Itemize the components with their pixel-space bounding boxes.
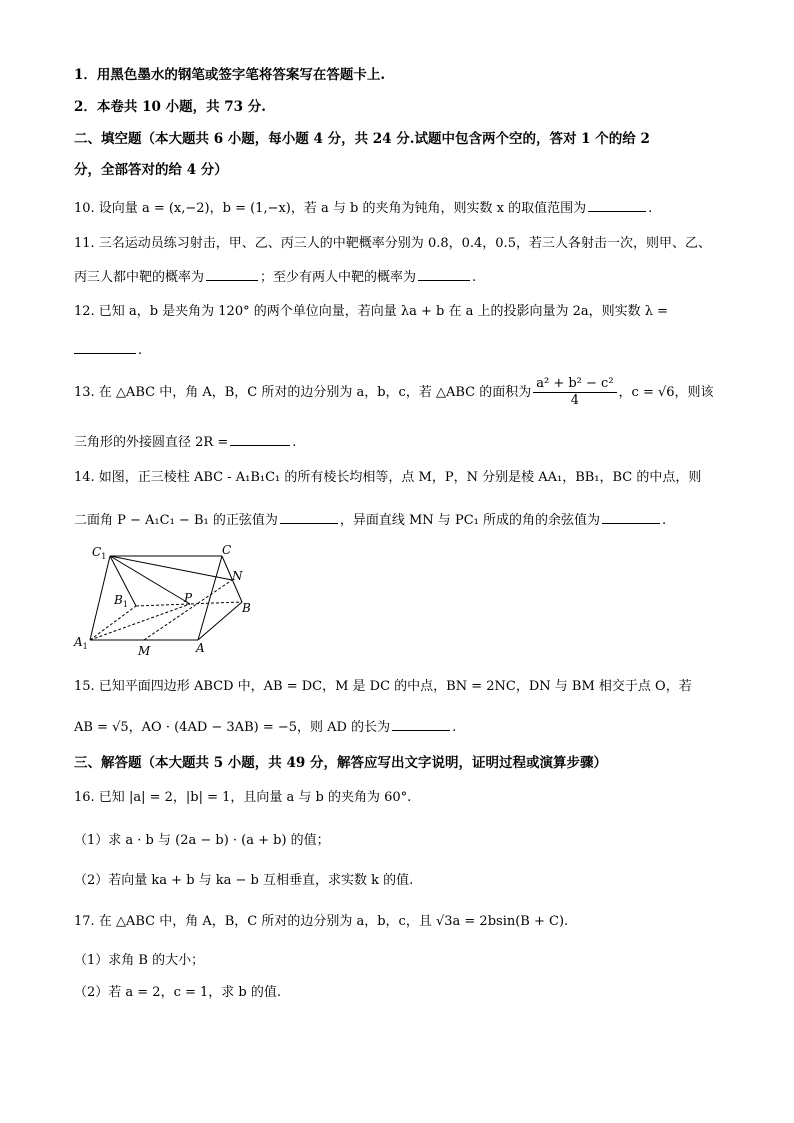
q12-period: . xyxy=(138,343,143,358)
label-m: M xyxy=(138,644,151,658)
question-11-line1: 11. 三名运动员练习射击，甲、乙、丙三人的中靶概率分别为 0.8，0.4，0.5，若三人各射击一次，则甲、乙、 xyxy=(74,236,711,251)
note-1: 1．用黑色墨水的钢笔或签字笔将答案写在答题卡上. xyxy=(74,67,386,83)
section3-heading: 三、解答题（本大题共 5 小题，共 49 分，解答应写出文字说明，证明过程或演算步骤） xyxy=(74,755,607,771)
question-15-line2 xyxy=(74,717,456,737)
q13-text-b: ，c = √6，则该 xyxy=(618,385,714,400)
question-17-part1: （1）求角 B 的大小； xyxy=(74,953,205,968)
question-17-part2: （2）若 a = 2，c = 1，求 b 的值. xyxy=(74,985,282,1000)
edge-a-b xyxy=(198,602,242,640)
answer-blank-11a[interactable] xyxy=(206,267,258,281)
q13-text-a: 13. 在 △ABC 中，角 A，B，C 所对的边分别为 a，b，c，若 △ABC 的面积为 xyxy=(74,385,532,400)
question-15-line1: 15. 已知平面四边形 ABCD 中，AB = DC，M 是 DC 的中点，BN = 2NC，DN 与 BM 相交于点 O，若 xyxy=(74,679,692,694)
answer-blank-11b[interactable] xyxy=(418,267,470,281)
q10-period: . xyxy=(648,201,653,216)
fraction-numerator: a² + b² − c² xyxy=(533,376,616,393)
label-p: P xyxy=(184,591,193,605)
segment-c1-n xyxy=(110,556,232,580)
answer-blank-14b[interactable] xyxy=(602,510,660,524)
area-fraction xyxy=(533,376,616,409)
label-n: N xyxy=(232,569,243,583)
section2-heading-line1: 二、填空题（本大题共 6 小题，每小题 4 分，共 24 分.试题中包含两个空的，答对 1 个的给 2 xyxy=(74,131,650,147)
note-2: 2．本卷共 10 小题，共 73 分. xyxy=(74,99,266,115)
label-a: A xyxy=(196,641,205,655)
edge-a-c xyxy=(198,556,222,640)
question-11-line2 xyxy=(74,267,476,287)
answer-blank-10[interactable] xyxy=(588,198,646,212)
question-13-line1 xyxy=(74,376,714,409)
question-16-line1: 16. 已知 |a| = 2，|b| = 1，且向量 a 与 b 的夹角为 60°. xyxy=(74,790,412,805)
hidden-segment-a1-p xyxy=(90,604,190,640)
q15-period: . xyxy=(452,720,457,735)
label-b1: $B_1$ xyxy=(114,593,128,609)
label-c1: $C_1$ xyxy=(92,545,107,561)
q11-period: . xyxy=(472,270,477,285)
question-16-part1: （1）求 a · b 与 (2a − b) · (a + b) 的值； xyxy=(74,833,330,848)
question-10-text: 10. 设向量 a = (x,−2)，b = (1,−x)，若 a 与 b 的夹角为钝角，则实数 x 的取值范围为 xyxy=(74,201,587,216)
question-12-line1: 12. 已知 a，b 是夹角为 120° 的两个单位向量，若向量 λa + b 在 a 上的投影向量为 2a，则实数 λ = xyxy=(74,304,669,319)
q14-text-b: ，异面直线 MN 与 PC₁ 所成的角的余弦值为 xyxy=(339,513,600,528)
question-10 xyxy=(74,198,652,218)
fraction-denominator: 4 xyxy=(570,393,580,408)
answer-blank-12[interactable] xyxy=(74,340,136,354)
answer-blank-13[interactable] xyxy=(230,432,290,446)
question-13-line2 xyxy=(74,432,296,452)
q11-text-a: 丙三人都中靶的概率为 xyxy=(74,270,205,285)
q11-text-b: ；至少有两人中靶的概率为 xyxy=(260,270,417,285)
section2-heading-line2: 分，全部答对的给 4 分） xyxy=(74,162,228,178)
prism-figure xyxy=(70,540,270,660)
hidden-segment-m-n xyxy=(144,580,232,640)
q14-text-a: 二面角 P − A₁C₁ − B₁ 的正弦值为 xyxy=(74,513,278,528)
answer-blank-15[interactable] xyxy=(392,717,450,731)
question-14-line2 xyxy=(74,510,666,530)
q14-period: . xyxy=(661,513,667,528)
q13-period: . xyxy=(292,435,297,450)
answer-blank-14a[interactable] xyxy=(280,510,338,524)
question-17-line1: 17. 在 △ABC 中，角 A，B，C 所对的边分别为 a，b，c，且 √3a = 2bsin(B + C). xyxy=(74,914,569,929)
label-a1: $A_1$ xyxy=(74,635,88,651)
q15-text-a: AB = √5，AO · (4AD − 3AB) = −5，则 AD 的长为 xyxy=(74,720,391,735)
label-b: B xyxy=(242,601,251,615)
question-12-line2 xyxy=(74,340,142,360)
q13-text-c: 三角形的外接圆直径 2R = xyxy=(74,435,229,450)
question-14-line1: 14. 如图，正三棱柱 ABC - A₁B₁C₁ 的所有棱长均相等，点 M，P，N 分别是棱 AA₁，BB₁，BC 的中点，则 xyxy=(74,470,702,485)
label-c: C xyxy=(222,543,232,557)
question-16-part2: （2）若向量 ka + b 与 ka − b 互相垂直，求实数 k 的值. xyxy=(74,873,414,888)
